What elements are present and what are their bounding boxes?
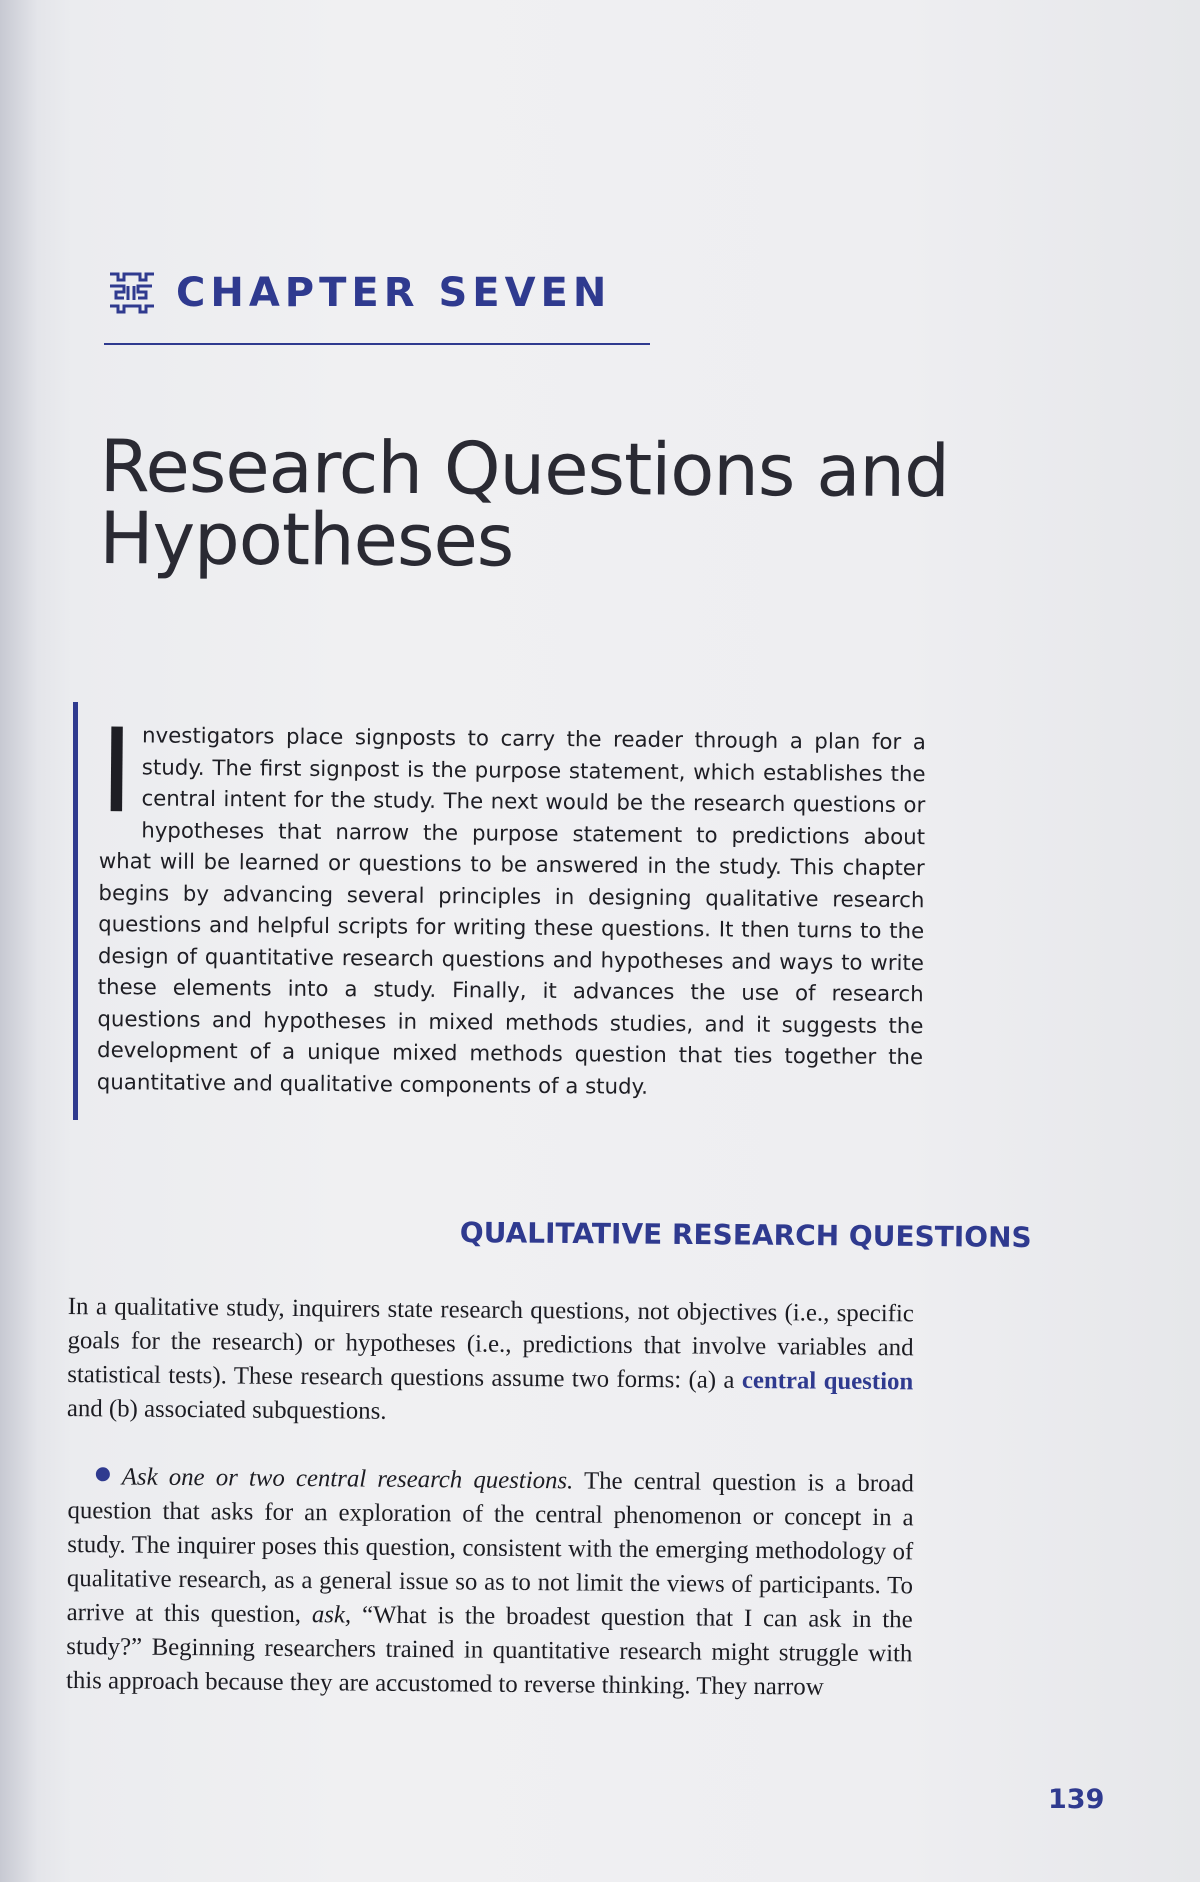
drop-cap: I [98, 704, 135, 840]
page-number: 139 [1048, 1784, 1105, 1815]
intro-paragraph [96, 704, 926, 1105]
chapter-header [104, 262, 611, 324]
p2-text-2: “What is the broadest question that I can ask in the study?” Beginning researchers trained in quantitative research might struggle with this approach because they are accustomed to reverse thinking. They narrow [65, 1601, 913, 1701]
p1-text-before: In a qualitative study, inquirers state research questions, not objectives (i.e., specific goals for the research) or hypotheses (i.e., predictions that involve variables and statistical tests). These research questions assume two forms: (a) a [67, 1292, 914, 1394]
body-paragraph-1 [67, 1290, 914, 1433]
book-spine-shadow [0, 0, 38, 1882]
chapter-title [99, 424, 960, 583]
chapter-title-line-1: Research Questions and [99, 424, 950, 514]
body-paragraph-2 [66, 1460, 914, 1705]
ornament-icon [104, 266, 158, 320]
intro-text: nvestigators place signposts to carry the reader through a plan for a study. The first signpost is the purpose statement, which establishes the central intent for the study. The next would be the research questions or hypotheses that narrow the purpose statement to predictions about what will be learned or questions to be answered in the study. This chapter begins by advancing several principles in designing qualitative research questions and helpful scripts for writing these questions. It then turns to the design of quantitative research questions and hypotheses and ways to write these elements into a study. Finally, it advances the use of research questions and hypotheses in mixed methods studies, and it suggests the development of a unique mixed methods question that ties together the quantitative and qualitative components of a study. [96, 723, 926, 1100]
section-heading: QUALITATIVE RESEARCH QUESTIONS [459, 1216, 1032, 1254]
key-term: central question [741, 1366, 914, 1396]
intro-accent-bar [73, 702, 78, 1120]
p2-italic-ask: ask, [311, 1601, 352, 1629]
chapter-title-line-2: Hypotheses [99, 495, 514, 583]
p1-text-after: and (b) associated subquestions. [66, 1394, 387, 1425]
chapter-rule [104, 343, 650, 345]
bullet-icon [96, 1467, 110, 1481]
chapter-label: CHAPTER SEVEN [176, 270, 612, 316]
p2-text-1: The central question is a broad question that asks for an exploration of the central phenomenon or concept in a study. The inquirer poses this question, consistent with the emerging methodology of qualitative research, as a general issue so as to not limit the views of participants. To arrive at this question, [66, 1467, 914, 1629]
p2-italic-lead: Ask one or two central research questions. [121, 1463, 574, 1495]
